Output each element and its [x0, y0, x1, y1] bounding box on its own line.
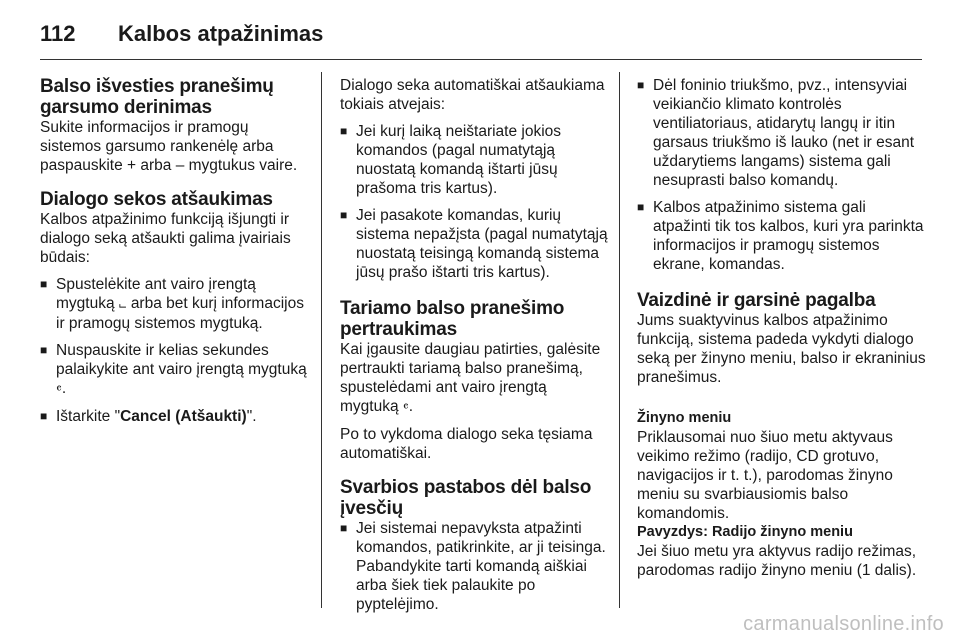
bullet-icon: ■ — [340, 208, 348, 222]
section-heading-example: Pavyzdys: Radijo žinyno meniu — [637, 524, 853, 540]
column-2 — [340, 76, 608, 622]
column-3 — [637, 76, 927, 580]
column-divider-1 — [321, 72, 322, 608]
column-1 — [40, 76, 308, 434]
bullet-icon: ■ — [637, 78, 645, 92]
section-heading-notes: Svarbios pastabos dėl balso įvesčių — [340, 477, 592, 519]
section-heading-help: Vaizdinė ir garsinė pagalba — [637, 290, 876, 311]
section-body-help-menu: Priklausomai nuo šiuo metu aktyvaus veikimo režimo (radijo, CD grotuvo, navigacijos ir t. t.), parodomas žinyno meniu su svarbiausiomis balso komandomis. — [637, 429, 893, 522]
page-number: 112 — [40, 21, 76, 46]
bullet-icon: ■ — [637, 200, 645, 214]
header-rule — [40, 59, 922, 60]
page-title: Kalbos atpažinimas — [118, 21, 324, 46]
auto-cancel-list — [340, 122, 608, 282]
notes-list-continued — [637, 76, 927, 274]
section-heading-interrupt: Tariamo balso pranešimo pertraukimas — [340, 298, 565, 340]
list-item: ■ Dėl foninio triukšmo, pvz., intensyviai veikiančio klimato kontrolės ventiliatoriaus, atidarytų langų ir itin garsaus triukšmo iš lauko (net ir esant uždarytiems langams) sistema gali nesuprasti balso komandų. — [637, 77, 915, 189]
page-header — [40, 14, 323, 54]
list-item: ■ Jei sistemai nepavyksta atpažinti komandos, patikrinkite, ar ji teisinga. Pabandykite tarti komandą aiškiai arba šiek tiek palaukite po pyptelėjimo. — [340, 520, 606, 613]
column-divider-2 — [619, 72, 620, 608]
bullet-icon: ■ — [40, 277, 48, 291]
auto-cancel-intro: Dialogo seka automatiškai atšaukiama tokiais atvejais: — [340, 77, 605, 113]
watermark: carmanualsonline.info — [743, 613, 944, 635]
list-item: ■ Spustelėkite ant vairo įrengtą mygtuką ⨽ arba bet kurį informacijos ir pramogų sistemos mygtuką. — [40, 276, 304, 332]
steering-voice-icon: 𝄴 — [56, 382, 62, 397]
section-heading-cancel: Dialogo sekos atšaukimas — [40, 189, 273, 210]
section-body-help: Jums suaktyvinus kalbos atpažinimo funkciją, sistema padeda vykdyti dialogo seką per žinyno meniu, balso ir ekraninius pranešimus. — [637, 312, 926, 386]
bullet-icon: ■ — [340, 124, 348, 138]
section-heading-help-menu: Žinyno meniu — [637, 410, 732, 426]
list-item: ■ Jei pasakote komandas, kurių sistema nepažįsta (pagal numatytąją nuostatą teisingą komandą sistema jūsų prašo ištarti tris kartus). — [340, 207, 608, 281]
section-body-interrupt: Kai įgausite daugiau patirties, galėsite pertraukti tariamą balso pranešimą, spustelėdami ant vairo įrengtą mygtuką 𝄴. — [340, 341, 601, 415]
list-item: ■ Nuspauskite ir kelias sekundes palaikykite ant vairo įrengtą mygtuką 𝄴. — [40, 342, 307, 397]
cancel-methods-list — [40, 275, 308, 426]
steering-voice-icon: 𝄴 — [402, 400, 409, 415]
notes-list — [340, 519, 608, 614]
cancel-command-text: Cancel (Atšaukti) — [120, 408, 247, 425]
bullet-icon: ■ — [40, 409, 48, 423]
list-item: ■ Kalbos atpažinimo sistema gali atpažinti tik tos kalbos, kuri yra parinkta informacijos ir pramogų sistemos ekrane, komandas. — [637, 199, 924, 273]
bullet-icon: ■ — [340, 521, 348, 535]
steering-voice-button-icon: ⨽ — [118, 297, 127, 312]
section-heading-volume: Balso išvesties pranešimų garsumo derinimas — [40, 76, 274, 118]
list-item: ■ Ištarkite "Cancel (Atšaukti)". — [40, 408, 257, 425]
section-body-volume: Sukite informacijos ir pramogų sistemos garsumo rankenėlę arba paspauskite + arba – mygtukus vaire. — [40, 119, 298, 174]
section-body-example: Jei šiuo metu yra aktyvus radijo režimas, parodomas radijo žinyno meniu (1 dalis). — [637, 543, 917, 579]
section-body-cancel: Kalbos atpažinimo funkciją išjungti ir dialogo seką atšaukti galima įvairiais būdais: — [40, 211, 291, 266]
bullet-icon: ■ — [40, 343, 48, 357]
section-body-interrupt-2: Po to vykdoma dialogo seka tęsiama automatiškai. — [340, 426, 593, 462]
list-item: ■ Jei kurį laiką neištariate jokios komandos (pagal numatytąją nuostatą komandą ištarti jūsų prašoma tris kartus). — [340, 123, 562, 197]
